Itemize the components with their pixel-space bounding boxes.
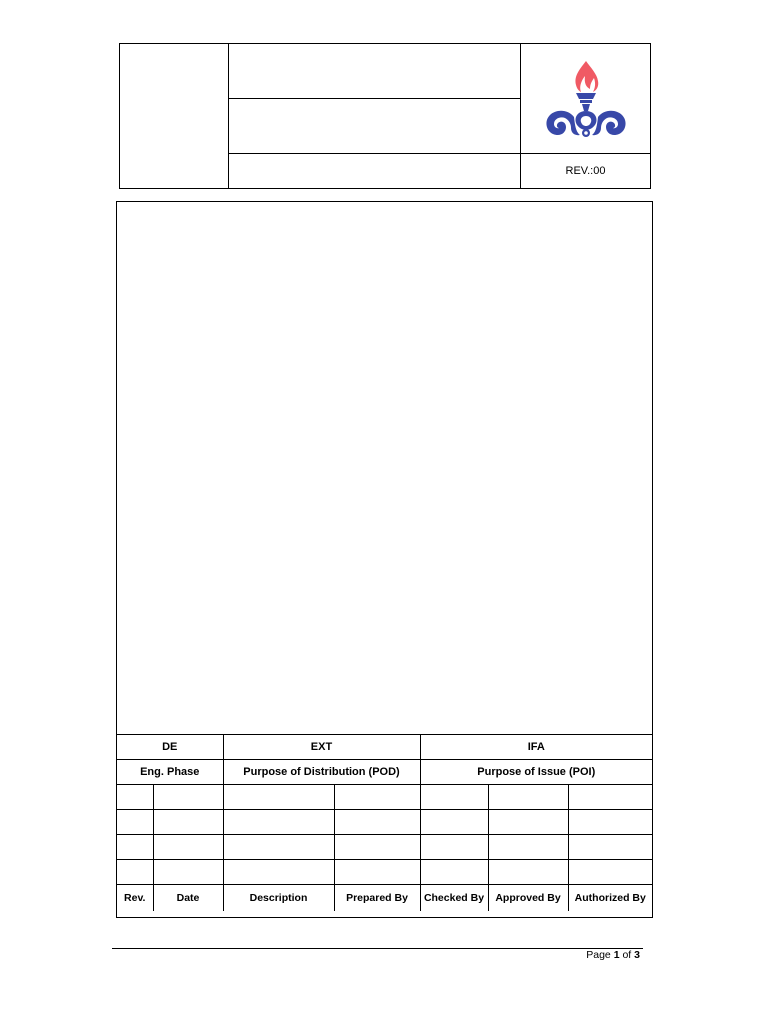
table-cell — [223, 860, 334, 885]
table-cell — [117, 785, 153, 810]
table-cell — [223, 835, 334, 860]
table-cell — [334, 785, 420, 810]
phase-label-row — [117, 760, 652, 785]
table-cell — [488, 785, 568, 810]
page-number — [560, 949, 640, 961]
table-cell — [153, 785, 223, 810]
logo-emblem — [575, 111, 596, 130]
table-row — [117, 860, 652, 885]
label-poi: Purpose of Issue (POI) — [420, 760, 652, 785]
document-content-area — [117, 202, 652, 734]
phase-cell-poi: IFA — [420, 735, 652, 760]
table-cell — [568, 860, 652, 885]
label-pod: Purpose of Distribution (POD) — [223, 760, 420, 785]
page-current: 1 — [613, 949, 620, 961]
page-total: 3 — [634, 949, 640, 961]
table-cell — [153, 860, 223, 885]
page-of-word: of — [622, 949, 632, 961]
header-document-number-cell — [229, 154, 521, 188]
table-cell — [153, 810, 223, 835]
table-cell — [223, 810, 334, 835]
table-cell — [117, 860, 153, 885]
header-title-cell — [229, 44, 521, 99]
table-row — [117, 785, 652, 810]
table-cell — [420, 835, 488, 860]
table-cell — [488, 810, 568, 835]
document-body-frame — [116, 201, 653, 918]
document-header — [119, 43, 651, 189]
table-cell — [420, 785, 488, 810]
table-cell — [420, 860, 488, 885]
table-row — [117, 810, 652, 835]
logo-flame — [575, 61, 598, 92]
table-cell — [488, 835, 568, 860]
col-header-rev: Rev. — [117, 885, 153, 911]
table-cell — [488, 860, 568, 885]
nioc-torch-logo-icon — [538, 57, 634, 141]
table-row — [117, 835, 652, 860]
col-header-checked-by: Checked By — [420, 885, 488, 911]
col-header-date: Date — [153, 885, 223, 911]
phase-cell-eng: DE — [117, 735, 223, 760]
header-left-cell — [120, 44, 229, 188]
table-cell — [568, 785, 652, 810]
header-logo-cell — [521, 44, 650, 154]
header-subtitle-cell — [229, 99, 521, 154]
table-cell — [334, 835, 420, 860]
table-cell — [334, 860, 420, 885]
table-cell — [334, 810, 420, 835]
revision-table — [117, 734, 652, 911]
table-cell — [223, 785, 334, 810]
table-cell — [153, 835, 223, 860]
col-header-prepared-by: Prepared By — [334, 885, 420, 911]
table-cell — [117, 810, 153, 835]
label-eng-phase: Eng. Phase — [117, 760, 223, 785]
column-header-row — [117, 885, 652, 911]
phase-row — [117, 735, 652, 760]
col-header-description: Description — [223, 885, 334, 911]
table-cell — [568, 810, 652, 835]
col-header-approved-by: Approved By — [488, 885, 568, 911]
page-word: Page — [586, 949, 611, 961]
revision-label: REV.:00 — [565, 165, 606, 177]
phase-cell-pod: EXT — [223, 735, 420, 760]
table-cell — [117, 835, 153, 860]
table-cell — [420, 810, 488, 835]
table-cell — [568, 835, 652, 860]
logo-torch-cup — [576, 93, 596, 99]
col-header-authorized-by: Authorized By — [568, 885, 652, 911]
